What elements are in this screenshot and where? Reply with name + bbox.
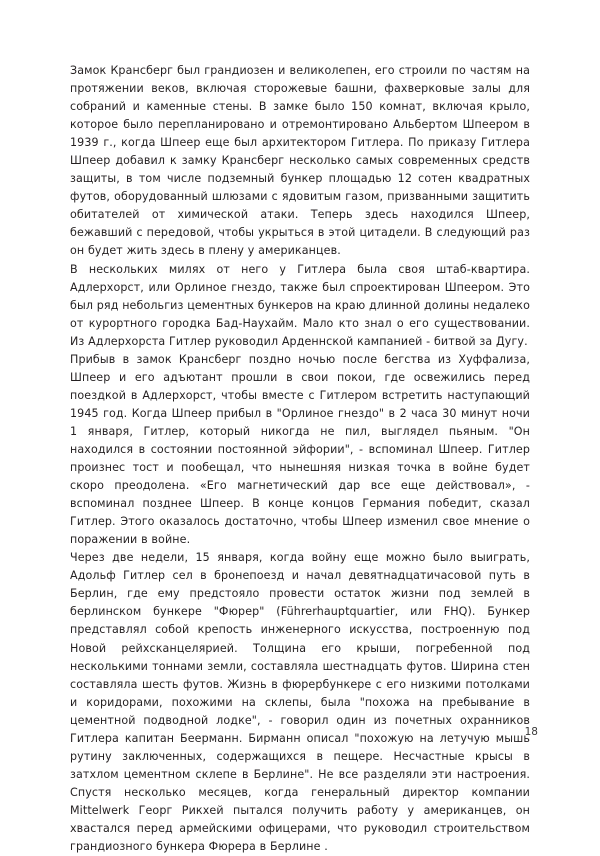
paragraph: Замок Крансберг был грандиозен и великолепен, его строили по частям на протяжении веков, включая сторожевые башни, фахверковые залы для собраний и каменные стены. В замке было 150 комнат, включая крыло, которое было перепланировано и отремонтировано Альбертом Шпеером в 1939 г., когда Шпеер еще был архитектором Гитлера. По приказу Гитлера Шпеер добавил к замку Крансберг несколько самых современных средств защиты, в том числе подземный бункер площадью 12 сотен квадратных футов, оборудованный шлюзами с ядовитым газом, призванными защитить обитателей от химической атаки. Теперь здесь находился Шпеер, бежавший с передовой, чтобы укрыться в этой цитадели. В следующий раз он будет жить здесь в плену у американцев. bbox=[70, 64, 530, 258]
page-number: 18 bbox=[524, 726, 538, 738]
page-body-text bbox=[70, 62, 530, 856]
paragraph: Прибыв в замок Крансберг поздно ночью после бегства из Хуффализа, Шпеер и его адъютант прошли в свои покои, где освежились перед поездкой в Адлерхорст, чтобы вместе с Гитлером встретить наступающий 1945 год. Когда Шпеер прибыл в "Орлиное гнездо" в 2 часа 30 минут ночи 1 января, Гитлер, который никогда не пил, выглядел пьяным. "Он находился в состоянии постоянной эйфории", - вспоминал Шпеер. Гитлер произнес тост и пообещал, что нынешняя низкая точка в войне будет скоро преодолена. «Его магнетический дар все еще действовал», - вспоминал позднее Шпеер. В конце концов Германия победит, сказал Гитлер. Этого оказалось достаточно, чтобы Шпеер изменил свое мнение о поражении в войне. bbox=[70, 352, 530, 547]
paragraph: В нескольких милях от него у Гитлера была своя штаб-квартира. Адлерхорст, или Орлиное гнездо, также был спроектирован Шпеером. Это был ряд небольгиз цементных бункеров на краю длинной долины недалеко от курортного городка Бад-Наухайм. Мало кто знал о его существовании. Из Адлерхорста Гитлер руководил Арденнской кампанией - битвой за Дугу. bbox=[70, 262, 530, 348]
paragraph: Через две недели, 15 января, когда войну еще можно было выиграть, Адольф Гитлер сел в бронепоезд и начал девятнадцатичасовой путь в Берлин, где ему предстояло провести остаток жизни под землей в берлинском бункере "Фюрер" (Führerhauptquartier, или FHQ). Бункер представлял собой крепость инженерного искусства, построенную под Новой рейхсканцелярией. Толщина его крыши, погребенной под несколькими тоннами земли, составляла шестнадцать футов. Ширина стен составляла шесть футов. Жизнь в фюрербункере с его низкими потолками и коридорами, похожими на склепы, была "похожа на пребывание в цементной подводной лодке", - говорил один из почетных охранников Гитлера капитан Беерманн. Бирманн описал "похожую на летучую мышь рутину заключенных, содержащихся в пещере. Несчастные крысы в затхлом цементном склепе в Берлине". Не все разделяли эти настроения. Спустя несколько месяцев, когда генеральный директор компании Mittelwerk Георг Рикхей пытался получить работу у американцев, он хвастался перед армейскими офицерами, что руководил строительством грандиозного бункера Фюрера в Берлине . bbox=[70, 551, 530, 854]
